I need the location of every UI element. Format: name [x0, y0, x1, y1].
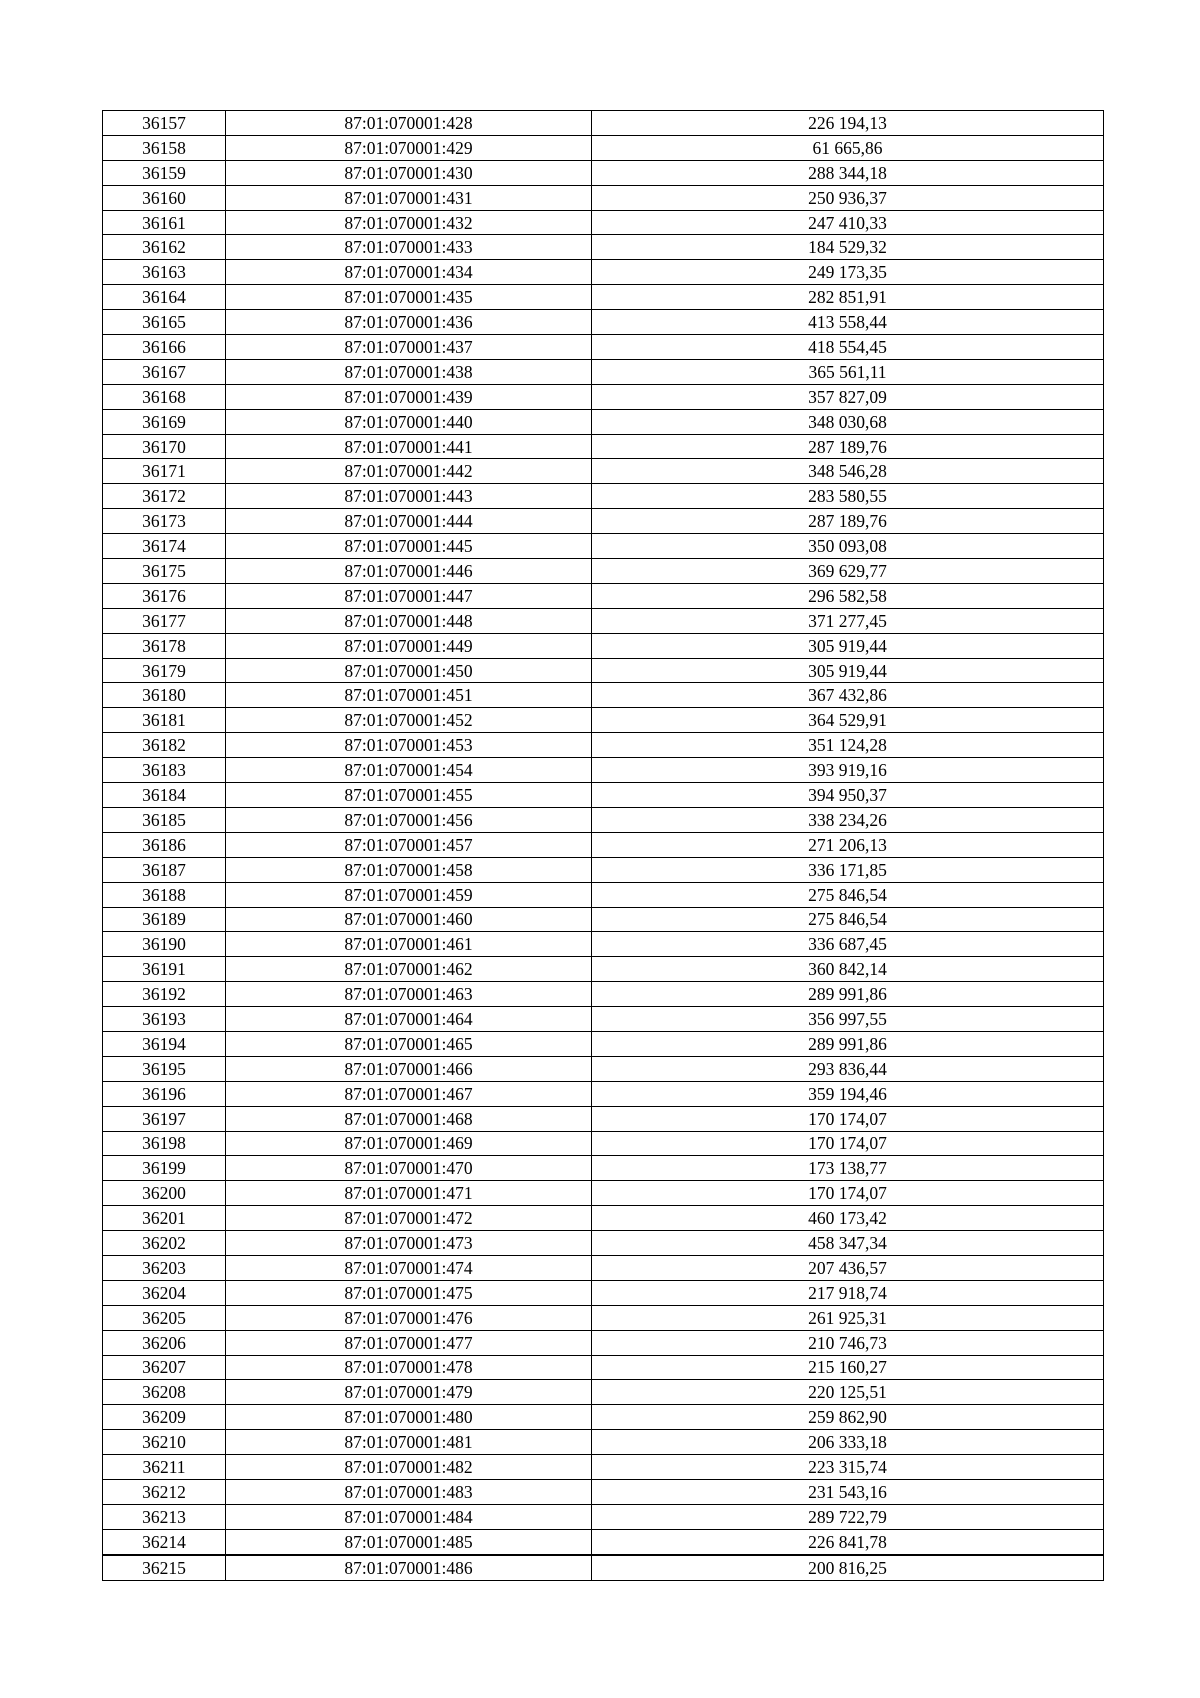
table-body — [103, 111, 1104, 1581]
table-row — [103, 1280, 1104, 1305]
table-row — [103, 708, 1104, 733]
row-number-cell: 36204 — [103, 1280, 226, 1305]
table-row — [103, 957, 1104, 982]
row-number-cell: 36159 — [103, 160, 226, 185]
table-row — [103, 384, 1104, 409]
row-number-cell: 36157 — [103, 111, 226, 136]
value-cell: 289 991,86 — [592, 1031, 1104, 1056]
row-number-cell: 36213 — [103, 1504, 226, 1529]
table-row — [103, 135, 1104, 160]
table-row — [103, 359, 1104, 384]
cadastral-number-cell: 87:01:070001:442 — [226, 459, 592, 484]
value-cell: 371 277,45 — [592, 608, 1104, 633]
cadastral-number-cell: 87:01:070001:463 — [226, 982, 592, 1007]
row-number-cell: 36185 — [103, 807, 226, 832]
value-cell: 223 315,74 — [592, 1455, 1104, 1480]
row-number-cell: 36169 — [103, 409, 226, 434]
row-number-cell: 36206 — [103, 1330, 226, 1355]
value-cell: 289 722,79 — [592, 1504, 1104, 1529]
value-cell: 282 851,91 — [592, 285, 1104, 310]
row-number-cell: 36188 — [103, 882, 226, 907]
value-cell: 249 173,35 — [592, 260, 1104, 285]
table-row — [103, 907, 1104, 932]
table-row — [103, 509, 1104, 534]
cadastral-number-cell: 87:01:070001:435 — [226, 285, 592, 310]
cadastral-number-cell: 87:01:070001:443 — [226, 484, 592, 509]
cadastral-number-cell: 87:01:070001:440 — [226, 409, 592, 434]
table-row — [103, 1455, 1104, 1480]
table-row — [103, 285, 1104, 310]
table-row — [103, 583, 1104, 608]
cadastral-number-cell: 87:01:070001:464 — [226, 1007, 592, 1032]
cadastral-number-cell: 87:01:070001:476 — [226, 1305, 592, 1330]
value-cell: 259 862,90 — [592, 1405, 1104, 1430]
value-cell: 348 546,28 — [592, 459, 1104, 484]
cadastral-number-cell: 87:01:070001:432 — [226, 210, 592, 235]
row-number-cell: 36194 — [103, 1031, 226, 1056]
cadastral-number-cell: 87:01:070001:475 — [226, 1280, 592, 1305]
table-row — [103, 434, 1104, 459]
table-row — [103, 1056, 1104, 1081]
table-row — [103, 1031, 1104, 1056]
row-number-cell: 36215 — [103, 1555, 226, 1580]
row-number-cell: 36177 — [103, 608, 226, 633]
value-cell: 338 234,26 — [592, 807, 1104, 832]
value-cell: 231 543,16 — [592, 1479, 1104, 1504]
cadastral-number-cell: 87:01:070001:470 — [226, 1156, 592, 1181]
cadastral-number-cell: 87:01:070001:429 — [226, 135, 592, 160]
value-cell: 275 846,54 — [592, 907, 1104, 932]
value-cell: 359 194,46 — [592, 1081, 1104, 1106]
table-row — [103, 807, 1104, 832]
table-row — [103, 1081, 1104, 1106]
cadastral-number-cell: 87:01:070001:471 — [226, 1181, 592, 1206]
cadastral-number-cell: 87:01:070001:447 — [226, 583, 592, 608]
value-cell: 458 347,34 — [592, 1231, 1104, 1256]
cadastral-number-cell: 87:01:070001:453 — [226, 733, 592, 758]
cadastral-number-cell: 87:01:070001:452 — [226, 708, 592, 733]
value-cell: 289 991,86 — [592, 982, 1104, 1007]
value-cell: 271 206,13 — [592, 832, 1104, 857]
cadastral-number-cell: 87:01:070001:466 — [226, 1056, 592, 1081]
value-cell: 288 344,18 — [592, 160, 1104, 185]
row-number-cell: 36197 — [103, 1106, 226, 1131]
row-number-cell: 36186 — [103, 832, 226, 857]
value-cell: 393 919,16 — [592, 758, 1104, 783]
value-cell: 287 189,76 — [592, 434, 1104, 459]
cadastral-number-cell: 87:01:070001:465 — [226, 1031, 592, 1056]
cadastral-number-cell: 87:01:070001:486 — [226, 1555, 592, 1580]
row-number-cell: 36200 — [103, 1181, 226, 1206]
table-row — [103, 160, 1104, 185]
row-number-cell: 36190 — [103, 932, 226, 957]
table-row — [103, 559, 1104, 584]
row-number-cell: 36192 — [103, 982, 226, 1007]
table-row — [103, 1529, 1104, 1554]
cadastral-number-cell: 87:01:070001:433 — [226, 235, 592, 260]
row-number-cell: 36205 — [103, 1305, 226, 1330]
cadastral-number-cell: 87:01:070001:483 — [226, 1479, 592, 1504]
table-row — [103, 1504, 1104, 1529]
row-number-cell: 36175 — [103, 559, 226, 584]
value-cell: 360 842,14 — [592, 957, 1104, 982]
cadastral-number-cell: 87:01:070001:444 — [226, 509, 592, 534]
table-row — [103, 832, 1104, 857]
table-row — [103, 1305, 1104, 1330]
value-cell: 200 816,25 — [592, 1555, 1104, 1580]
row-number-cell: 36166 — [103, 335, 226, 360]
row-number-cell: 36207 — [103, 1355, 226, 1380]
cadastral-number-cell: 87:01:070001:480 — [226, 1405, 592, 1430]
row-number-cell: 36203 — [103, 1255, 226, 1280]
value-cell: 460 173,42 — [592, 1206, 1104, 1231]
cadastral-number-cell: 87:01:070001:474 — [226, 1255, 592, 1280]
table-row — [103, 1355, 1104, 1380]
table-row — [103, 210, 1104, 235]
cadastral-number-cell: 87:01:070001:460 — [226, 907, 592, 932]
cadastral-number-cell: 87:01:070001:431 — [226, 185, 592, 210]
row-number-cell: 36158 — [103, 135, 226, 160]
row-number-cell: 36174 — [103, 534, 226, 559]
table-row — [103, 1430, 1104, 1455]
value-cell: 305 919,44 — [592, 658, 1104, 683]
value-cell: 250 936,37 — [592, 185, 1104, 210]
cadastral-number-cell: 87:01:070001:482 — [226, 1455, 592, 1480]
table-row — [103, 185, 1104, 210]
row-number-cell: 36168 — [103, 384, 226, 409]
cadastral-number-cell: 87:01:070001:451 — [226, 683, 592, 708]
cadastral-number-cell: 87:01:070001:485 — [226, 1529, 592, 1554]
cadastral-number-cell: 87:01:070001:458 — [226, 857, 592, 882]
value-cell: 356 997,55 — [592, 1007, 1104, 1032]
table-row — [103, 310, 1104, 335]
value-cell: 215 160,27 — [592, 1355, 1104, 1380]
cadastral-number-cell: 87:01:070001:436 — [226, 310, 592, 335]
value-cell: 247 410,33 — [592, 210, 1104, 235]
row-number-cell: 36214 — [103, 1529, 226, 1554]
table-row — [103, 683, 1104, 708]
table-row — [103, 1555, 1104, 1580]
value-cell: 207 436,57 — [592, 1255, 1104, 1280]
row-number-cell: 36210 — [103, 1430, 226, 1455]
cadastral-number-cell: 87:01:070001:478 — [226, 1355, 592, 1380]
table-row — [103, 409, 1104, 434]
table-row — [103, 882, 1104, 907]
cadastral-number-cell: 87:01:070001:449 — [226, 633, 592, 658]
table-row — [103, 783, 1104, 808]
value-cell: 350 093,08 — [592, 534, 1104, 559]
cadastral-number-cell: 87:01:070001:448 — [226, 608, 592, 633]
cadastral-number-cell: 87:01:070001:445 — [226, 534, 592, 559]
table-row — [103, 857, 1104, 882]
table-row — [103, 1330, 1104, 1355]
row-number-cell: 36198 — [103, 1131, 226, 1156]
value-cell: 357 827,09 — [592, 384, 1104, 409]
cadastral-number-cell: 87:01:070001:457 — [226, 832, 592, 857]
table-row — [103, 484, 1104, 509]
value-cell: 173 138,77 — [592, 1156, 1104, 1181]
value-cell: 367 432,86 — [592, 683, 1104, 708]
row-number-cell: 36182 — [103, 733, 226, 758]
cadastral-number-cell: 87:01:070001:439 — [226, 384, 592, 409]
value-cell: 261 925,31 — [592, 1305, 1104, 1330]
cadastral-value-table — [102, 110, 1104, 1581]
row-number-cell: 36178 — [103, 633, 226, 658]
cadastral-number-cell: 87:01:070001:461 — [226, 932, 592, 957]
cadastral-number-cell: 87:01:070001:441 — [226, 434, 592, 459]
cadastral-number-cell: 87:01:070001:446 — [226, 559, 592, 584]
row-number-cell: 36179 — [103, 658, 226, 683]
value-cell: 364 529,91 — [592, 708, 1104, 733]
cadastral-number-cell: 87:01:070001:479 — [226, 1380, 592, 1405]
value-cell: 287 189,76 — [592, 509, 1104, 534]
row-number-cell: 36202 — [103, 1231, 226, 1256]
value-cell: 348 030,68 — [592, 409, 1104, 434]
value-cell: 351 124,28 — [592, 733, 1104, 758]
row-number-cell: 36189 — [103, 907, 226, 932]
cadastral-number-cell: 87:01:070001:456 — [226, 807, 592, 832]
value-cell: 170 174,07 — [592, 1131, 1104, 1156]
cadastral-number-cell: 87:01:070001:437 — [226, 335, 592, 360]
row-number-cell: 36165 — [103, 310, 226, 335]
value-cell: 336 171,85 — [592, 857, 1104, 882]
cadastral-number-cell: 87:01:070001:468 — [226, 1106, 592, 1131]
row-number-cell: 36199 — [103, 1156, 226, 1181]
cadastral-number-cell: 87:01:070001:481 — [226, 1430, 592, 1455]
table-row — [103, 658, 1104, 683]
row-number-cell: 36211 — [103, 1455, 226, 1480]
table-row — [103, 1156, 1104, 1181]
value-cell: 61 665,86 — [592, 135, 1104, 160]
row-number-cell: 36163 — [103, 260, 226, 285]
row-number-cell: 36181 — [103, 708, 226, 733]
value-cell: 206 333,18 — [592, 1430, 1104, 1455]
row-number-cell: 36187 — [103, 857, 226, 882]
cadastral-number-cell: 87:01:070001:467 — [226, 1081, 592, 1106]
value-cell: 220 125,51 — [592, 1380, 1104, 1405]
row-number-cell: 36208 — [103, 1380, 226, 1405]
table-row — [103, 260, 1104, 285]
table-row — [103, 1405, 1104, 1430]
value-cell: 170 174,07 — [592, 1181, 1104, 1206]
table-row — [103, 111, 1104, 136]
value-cell: 336 687,45 — [592, 932, 1104, 957]
cadastral-number-cell: 87:01:070001:473 — [226, 1231, 592, 1256]
table-row — [103, 982, 1104, 1007]
cadastral-number-cell: 87:01:070001:434 — [226, 260, 592, 285]
row-number-cell: 36160 — [103, 185, 226, 210]
cadastral-number-cell: 87:01:070001:428 — [226, 111, 592, 136]
table-row — [103, 1131, 1104, 1156]
cadastral-number-cell: 87:01:070001:477 — [226, 1330, 592, 1355]
value-cell: 293 836,44 — [592, 1056, 1104, 1081]
table-row — [103, 1231, 1104, 1256]
cadastral-number-cell: 87:01:070001:438 — [226, 359, 592, 384]
row-number-cell: 36183 — [103, 758, 226, 783]
cadastral-number-cell: 87:01:070001:472 — [226, 1206, 592, 1231]
value-cell: 418 554,45 — [592, 335, 1104, 360]
row-number-cell: 36193 — [103, 1007, 226, 1032]
row-number-cell: 36176 — [103, 583, 226, 608]
row-number-cell: 36171 — [103, 459, 226, 484]
value-cell: 275 846,54 — [592, 882, 1104, 907]
value-cell: 283 580,55 — [592, 484, 1104, 509]
value-cell: 170 174,07 — [592, 1106, 1104, 1131]
value-cell: 217 918,74 — [592, 1280, 1104, 1305]
table-row — [103, 1380, 1104, 1405]
table-row — [103, 1106, 1104, 1131]
row-number-cell: 36195 — [103, 1056, 226, 1081]
value-cell: 296 582,58 — [592, 583, 1104, 608]
row-number-cell: 36212 — [103, 1479, 226, 1504]
value-cell: 413 558,44 — [592, 310, 1104, 335]
row-number-cell: 36167 — [103, 359, 226, 384]
row-number-cell: 36196 — [103, 1081, 226, 1106]
row-number-cell: 36162 — [103, 235, 226, 260]
value-cell: 226 841,78 — [592, 1529, 1104, 1554]
row-number-cell: 36191 — [103, 957, 226, 982]
value-cell: 365 561,11 — [592, 359, 1104, 384]
table-row — [103, 459, 1104, 484]
table-row — [103, 335, 1104, 360]
table-row — [103, 932, 1104, 957]
table-row — [103, 235, 1104, 260]
cadastral-number-cell: 87:01:070001:484 — [226, 1504, 592, 1529]
value-cell: 394 950,37 — [592, 783, 1104, 808]
row-number-cell: 36184 — [103, 783, 226, 808]
row-number-cell: 36164 — [103, 285, 226, 310]
table-row — [103, 758, 1104, 783]
table-row — [103, 733, 1104, 758]
table-row — [103, 1181, 1104, 1206]
cadastral-number-cell: 87:01:070001:462 — [226, 957, 592, 982]
row-number-cell: 36172 — [103, 484, 226, 509]
value-cell: 369 629,77 — [592, 559, 1104, 584]
row-number-cell: 36170 — [103, 434, 226, 459]
row-number-cell: 36161 — [103, 210, 226, 235]
value-cell: 226 194,13 — [592, 111, 1104, 136]
table-row — [103, 1206, 1104, 1231]
table-row — [103, 633, 1104, 658]
cadastral-number-cell: 87:01:070001:454 — [226, 758, 592, 783]
table-row — [103, 1255, 1104, 1280]
value-cell: 184 529,32 — [592, 235, 1104, 260]
value-cell: 305 919,44 — [592, 633, 1104, 658]
value-cell: 210 746,73 — [592, 1330, 1104, 1355]
table-row — [103, 1007, 1104, 1032]
table-row — [103, 608, 1104, 633]
cadastral-number-cell: 87:01:070001:459 — [226, 882, 592, 907]
table-row — [103, 534, 1104, 559]
row-number-cell: 36209 — [103, 1405, 226, 1430]
table-row — [103, 1479, 1104, 1504]
row-number-cell: 36180 — [103, 683, 226, 708]
cadastral-number-cell: 87:01:070001:430 — [226, 160, 592, 185]
cadastral-number-cell: 87:01:070001:469 — [226, 1131, 592, 1156]
row-number-cell: 36201 — [103, 1206, 226, 1231]
cadastral-number-cell: 87:01:070001:455 — [226, 783, 592, 808]
row-number-cell: 36173 — [103, 509, 226, 534]
cadastral-number-cell: 87:01:070001:450 — [226, 658, 592, 683]
